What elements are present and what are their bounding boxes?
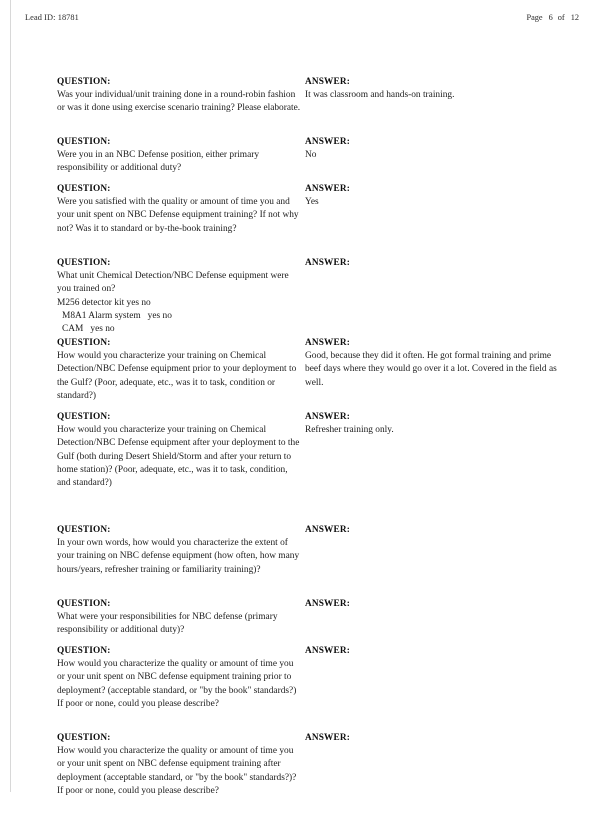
question-label: QUESTION: xyxy=(57,599,111,609)
question-label: QUESTION: xyxy=(57,525,111,535)
question-label: QUESTION: xyxy=(57,184,111,194)
qa-row xyxy=(0,411,612,524)
question-text: Were you satisfied with the quality or amount of time you and your unit spent on NBC Defense equipment training? If not why not? Was it to standard or by-the-book training? xyxy=(57,197,299,234)
question-column xyxy=(57,524,302,577)
question-column xyxy=(57,183,302,236)
answer-label: ANSWER: xyxy=(305,258,350,268)
question-text: How would you characterize the quality or amount of time you or your unit spent on NBC defense equipment training after deployment (acceptable standard, or "by the book" standards?)? If poor or none, could you please describe? xyxy=(57,746,297,796)
answer-column xyxy=(305,257,563,270)
question-text: Was your individual/unit training done in a round-robin fashion or was it done using exercise scenario training? Please elaborate. xyxy=(57,90,301,114)
answer-label: ANSWER: xyxy=(305,525,350,535)
lead-id-text: Lead ID: 18781 xyxy=(25,13,79,22)
answer-label: ANSWER: xyxy=(305,184,350,194)
answer-text: Good, because they did it often. He got formal training and prime beef days where they would go over it a lot. Covered in the field as well. xyxy=(305,351,557,388)
question-column xyxy=(57,411,302,490)
question-label: QUESTION: xyxy=(57,338,111,348)
answer-text: It was classroom and hands-on training. xyxy=(305,90,455,101)
question-text: How would you characterize the quality or amount of time you or your unit spent on NBC defense equipment training prior to deployment? (acceptable standard, or "by the book" standards?) If poor or none, could you please describe? xyxy=(57,659,297,709)
page-number-text xyxy=(526,13,579,22)
page-of-label: of xyxy=(557,13,565,22)
answer-label: ANSWER: xyxy=(305,338,350,348)
qa-row xyxy=(0,337,612,411)
answer-column xyxy=(305,183,563,209)
qa-row xyxy=(0,183,612,257)
qa-row xyxy=(0,136,612,183)
question-text: Were you in an NBC Defense position, either primary responsibility or additional duty? xyxy=(57,150,260,174)
answer-column xyxy=(305,598,563,611)
page-current-number: 6 xyxy=(548,13,553,22)
question-label: QUESTION: xyxy=(57,137,111,147)
question-text: What unit Chemical Detection/NBC Defense equipment were you trained on? xyxy=(57,271,289,295)
question-column xyxy=(57,732,302,798)
page-total-number: 12 xyxy=(570,13,579,22)
equipment-checklist-item: M256 detector kit yes no xyxy=(57,297,151,308)
qa-row xyxy=(0,524,612,598)
qa-row xyxy=(0,257,612,337)
question-label: QUESTION: xyxy=(57,77,111,87)
answer-label: ANSWER: xyxy=(305,646,350,656)
question-column xyxy=(57,136,302,176)
question-column xyxy=(57,337,302,403)
answer-column xyxy=(305,645,563,658)
answer-column xyxy=(305,411,563,437)
answer-label: ANSWER: xyxy=(305,77,350,87)
answer-text: Refresher training only. xyxy=(305,425,394,436)
answer-label: ANSWER: xyxy=(305,137,350,147)
qa-row xyxy=(0,645,612,732)
answer-column xyxy=(305,732,563,745)
answer-column xyxy=(305,76,563,102)
answer-column xyxy=(305,337,563,390)
question-label: QUESTION: xyxy=(57,412,111,422)
qa-row xyxy=(0,732,612,819)
qa-row xyxy=(0,598,612,645)
question-text: What were your responsibilities for NBC defense (primary responsibility or additional duty)? xyxy=(57,612,278,636)
answer-label: ANSWER: xyxy=(305,412,350,422)
answer-label: ANSWER: xyxy=(305,733,350,743)
qa-row xyxy=(0,76,612,136)
answer-label: ANSWER: xyxy=(305,599,350,609)
question-column xyxy=(57,257,302,336)
question-column xyxy=(57,76,302,116)
question-text: In your own words, how would you characterize the extent of your training on NBC defense equipment (how often, how many hours/years, refresher training or familiarity training)? xyxy=(57,538,300,575)
question-text: How would you characterize your training on Chemical Detection/NBC Defense equipment after your deployment to the Gulf (both during Desert Shield/Storm and after your return to home station)? (Poor, adequate, etc., was it to task, condition, and standard?) xyxy=(57,425,300,489)
answer-text: Yes xyxy=(305,197,319,208)
equipment-checklist-item: M8A1 Alarm system yes no xyxy=(62,310,172,321)
page-header xyxy=(0,13,612,29)
page-word-label: Page xyxy=(526,13,543,22)
question-column xyxy=(57,598,302,638)
answer-column xyxy=(305,524,563,537)
question-label: QUESTION: xyxy=(57,646,111,656)
answer-column xyxy=(305,136,563,162)
question-column xyxy=(57,645,302,711)
question-label: QUESTION: xyxy=(57,258,111,268)
question-label: QUESTION: xyxy=(57,733,111,743)
equipment-checklist xyxy=(57,297,302,337)
equipment-checklist-item: CAM yes no xyxy=(62,324,115,335)
answer-text: No xyxy=(305,150,317,161)
question-text: How would you characterize your training on Chemical Detection/NBC Defense equipment prior to your deployment to the Gulf? (Poor, adequate, etc., was it to task, condition or standard?) xyxy=(57,351,297,401)
